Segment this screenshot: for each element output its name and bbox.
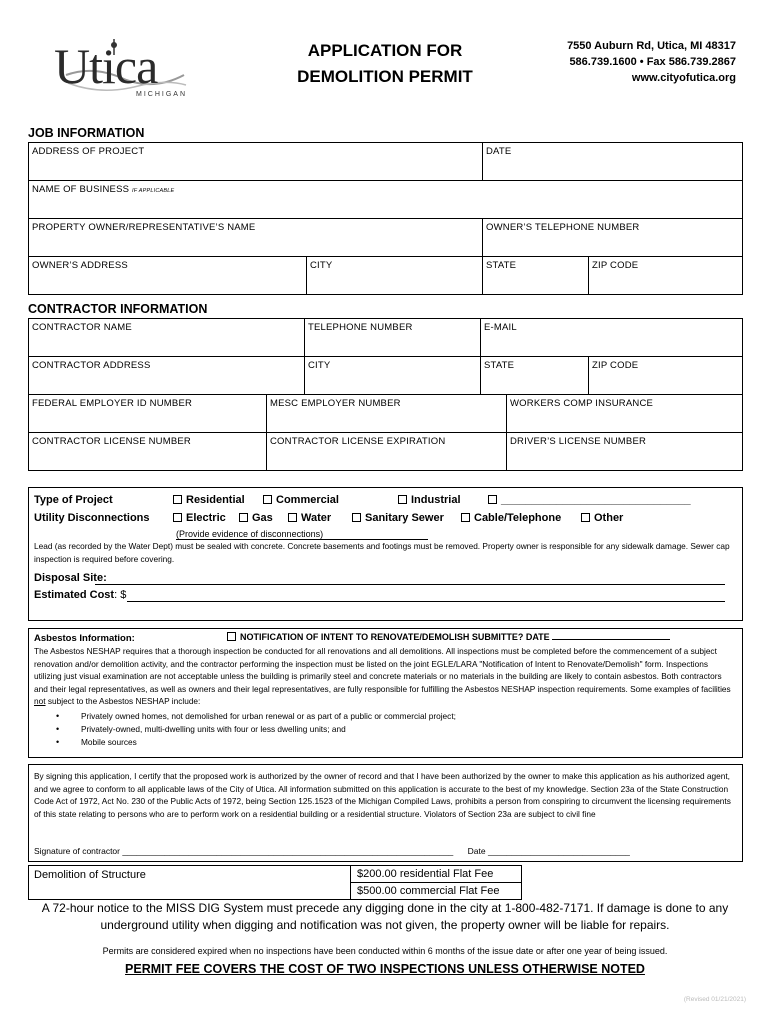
disposal-site-input[interactable] — [95, 584, 725, 585]
contractor-zip-label: ZIP CODE — [592, 360, 639, 371]
city-address: 7550 Auburn Rd, Utica, MI 48317 — [567, 40, 736, 52]
contractor-email-label: E-MAIL — [484, 322, 517, 333]
address-of-project-field[interactable] — [29, 143, 483, 181]
lead-sewer-note: Lead (as recorded by the Water Dept) must be sealed with concrete. Concrete basements and footings must be removed. Property owner is responsible for any sidewalk damage. Sewer cap inspection is required before covering. — [34, 541, 730, 564]
checkbox-square-icon[interactable] — [581, 513, 590, 522]
checkbox-square-icon[interactable] — [488, 495, 497, 504]
contractor-zip-field[interactable] — [589, 357, 743, 395]
type-of-project-label: Type of Project — [34, 494, 113, 506]
owner-city-field[interactable] — [307, 257, 483, 295]
business-name-field[interactable] — [29, 181, 743, 219]
contractor-license-label: CONTRACTOR LICENSE NUMBER — [32, 436, 191, 447]
contractor-phone-field[interactable] — [305, 319, 481, 357]
city-logo — [54, 35, 194, 105]
contractor-state-label: STATE — [484, 360, 515, 371]
water-checkbox[interactable]: Water — [288, 512, 331, 524]
residential-fee: $200.00 residential Flat Fee — [357, 868, 494, 880]
owner-address-field[interactable] — [29, 257, 307, 295]
city-phone-fax: 586.739.1600 • Fax 586.739.2867 — [569, 56, 736, 68]
city-contact-block — [500, 38, 736, 86]
commercial-checkbox[interactable]: Commercial — [263, 494, 339, 506]
checkbox-square-icon[interactable] — [227, 632, 236, 641]
contractor-section-title: CONTRACTOR INFORMATION — [28, 302, 208, 316]
license-expiration-field[interactable] — [267, 433, 507, 471]
cable-telephone-checkbox[interactable]: Cable/Telephone — [461, 512, 561, 524]
checkbox-square-icon[interactable] — [239, 513, 248, 522]
logo-subtitle: MICHIGAN — [136, 91, 187, 98]
contractor-info-grid — [28, 318, 743, 471]
signature-label: Signature of contractor — [34, 846, 120, 856]
title-line-1: APPLICATION FOR — [307, 41, 463, 60]
contractor-name-label: CONTRACTOR NAME — [32, 322, 132, 333]
revision-date: (Revised 01/21/2021) — [683, 996, 746, 1003]
owner-state-field[interactable] — [483, 257, 589, 295]
contractor-city-field[interactable] — [305, 357, 481, 395]
property-owner-field[interactable] — [29, 219, 483, 257]
exempt-facilities-list — [34, 710, 734, 749]
project-details-box — [28, 487, 743, 621]
residential-checkbox[interactable]: Residential — [173, 494, 245, 506]
fee-label-cell — [28, 865, 351, 900]
owner-city-label: CITY — [310, 260, 333, 271]
title-line-2: DEMOLITION PERMIT — [297, 67, 473, 86]
sanitary-sewer-checkbox[interactable]: Sanitary Sewer — [352, 512, 444, 524]
asbestos-box — [28, 628, 743, 758]
contractor-name-field[interactable] — [29, 319, 305, 357]
certification-box — [28, 764, 743, 862]
fee-commercial-cell — [350, 882, 522, 900]
date-field[interactable] — [483, 143, 743, 181]
industrial-checkbox[interactable]: Industrial — [398, 494, 461, 506]
disposal-site-label: Disposal Site: — [34, 572, 107, 584]
certification-text: By signing this application, I certify that the proposed work is authorized by the owner of record and that I have been authorized by the owner to make this application as his authorized agent, and we agree to conform to all applicable laws of the City of Utica. All information submitted on this application is accurate to the best of my knowledge. Section 23a of the State Construction Code Act of 1972, Act No. 230 of the Public Acts of 1972, being Section 125.1523 of the Michigan Compiled Laws, prohibits a person from conspiring to circumvent the licensing requirements of this state relating to persons who are to perform work on a residential building or a residential structure. Violators of Section 23a are subject to civil fine — [34, 771, 731, 819]
notification-date-input[interactable] — [552, 639, 670, 640]
owner-phone-field[interactable] — [483, 219, 743, 257]
contractor-address-label: CONTRACTOR ADDRESS — [32, 360, 151, 371]
property-owner-label: PROPERTY OWNER/REPRESENTATIVE’S NAME — [32, 222, 256, 233]
license-expiration-label: CONTRACTOR LICENSE EXPIRATION — [270, 436, 446, 447]
evidence-note: (Provide evidence of disconnections) — [176, 529, 324, 539]
workers-comp-field[interactable] — [507, 395, 743, 433]
owner-address-label: OWNER’S ADDRESS — [32, 260, 128, 271]
expiration-note: Permits are considered expired when no inspections have been conducted within 6 months of the issue date or after one year of being issued. — [102, 946, 668, 956]
drivers-license-label: DRIVER’S LICENSE NUMBER — [510, 436, 647, 447]
checkbox-square-icon[interactable] — [461, 513, 470, 522]
gas-checkbox[interactable]: Gas — [239, 512, 273, 524]
contractor-email-field[interactable] — [481, 319, 743, 357]
fee-residential-cell — [350, 865, 522, 883]
address-of-project-label: ADDRESS OF PROJECT — [32, 146, 145, 157]
checkbox-square-icon[interactable] — [398, 495, 407, 504]
owner-zip-field[interactable] — [589, 257, 743, 295]
contractor-address-field[interactable] — [29, 357, 305, 395]
signature-date-input[interactable]: ______________________________ — [488, 846, 630, 856]
signature-date-label: Date — [467, 846, 486, 856]
job-section-title: JOB INFORMATION — [28, 126, 145, 140]
mesc-label: MESC EMPLOYER NUMBER — [270, 398, 401, 409]
asbestos-label: Asbestos Information: — [34, 633, 135, 644]
electric-checkbox[interactable]: Electric — [173, 512, 226, 524]
contractor-city-label: CITY — [308, 360, 331, 371]
other-project-checkbox[interactable]: _______________________________ — [488, 494, 691, 506]
fein-label: FEDERAL EMPLOYER ID NUMBER — [32, 398, 193, 409]
contractor-phone-label: TELEPHONE NUMBER — [308, 322, 413, 333]
workers-comp-label: WORKERS COMP INSURANCE — [510, 398, 654, 409]
job-info-grid — [28, 142, 743, 295]
miss-dig-notice: A 72-hour notice to the MISS DIG System must precede any digging done in the city at 1-800-482-7171. If damage is done to any underground utility when digging and notification was not given, the property owner will be liable for repairs. — [41, 901, 729, 932]
owner-zip-label: ZIP CODE — [592, 260, 639, 271]
checkbox-square-icon[interactable] — [263, 495, 272, 504]
asbestos-paragraph: The Asbestos NESHAP requires that a thorough inspection be conducted for all renovations and all demolitions. All inspections must be completed before the commencement of a subject renovation and/or demolition activity, and the contractor performing the inspection must be listed on the joint EGLE/LARA "Notification of Intent to Renovate/Demolish" form. Inspections utilizing just visual examination are not acceptable unless the building is primarily steel and concrete materials or no materials in the building are likely to contain asbestos. Both contractors and their legal representatives, as well as owners and their legal representatives, are fully responsible for fulfilling the Asbestos NESHAP inspection requirements. Some examples of facilities not subject to the Asbestos NESHAP include: — [34, 646, 731, 706]
estimated-cost-input[interactable] — [127, 601, 725, 602]
drivers-license-field[interactable] — [507, 433, 743, 471]
date-label: DATE — [486, 146, 512, 157]
inspection-fee-note: PERMIT FEE COVERS THE COST OF TWO INSPECTIONS UNLESS OTHERWISE NOTED — [125, 962, 645, 976]
list-item: • Mobile sources — [34, 736, 734, 749]
checkbox-square-icon[interactable] — [173, 513, 182, 522]
owner-state-label: STATE — [486, 260, 517, 271]
city-website: www.cityofutica.org — [631, 72, 736, 84]
mesc-field[interactable] — [267, 395, 507, 433]
contractor-license-field[interactable] — [29, 433, 267, 471]
checkbox-square-icon[interactable] — [288, 513, 297, 522]
owner-phone-label: OWNER’S TELEPHONE NUMBER — [486, 222, 640, 233]
logo-word: Utica — [54, 38, 158, 94]
signature-row — [34, 846, 630, 856]
page-title — [270, 38, 500, 90]
estimated-cost-label: Estimated Cost: $ — [34, 589, 127, 601]
business-name-label: NAME OF BUSINESS IF APPLICABLE — [32, 184, 175, 195]
list-item: • Privately owned homes, not demolished for urban renewal or as part of a public or commercial project; — [34, 710, 734, 723]
list-item: • Privately-owned, multi-dwelling units with four or less dwelling units; and — [34, 723, 734, 736]
fein-field[interactable] — [29, 395, 267, 433]
checkbox-square-icon[interactable] — [173, 495, 182, 504]
if-applicable-note: IF APPLICABLE — [132, 188, 175, 194]
demolition-structure-label: Demolition of Structure — [34, 869, 146, 881]
utility-disconnections-label: Utility Disconnections — [34, 512, 150, 524]
other-utility-checkbox[interactable]: Other — [581, 512, 623, 524]
contractor-state-field[interactable] — [481, 357, 589, 395]
commercial-fee: $500.00 commercial Flat Fee — [357, 885, 500, 897]
signature-input[interactable]: ______________________________________________________________________ — [122, 846, 454, 856]
checkbox-square-icon[interactable] — [352, 513, 361, 522]
notification-checkbox[interactable]: NOTIFICATION OF INTENT TO RENOVATE/DEMOLISH SUBMITTE? DATE — [227, 632, 670, 642]
